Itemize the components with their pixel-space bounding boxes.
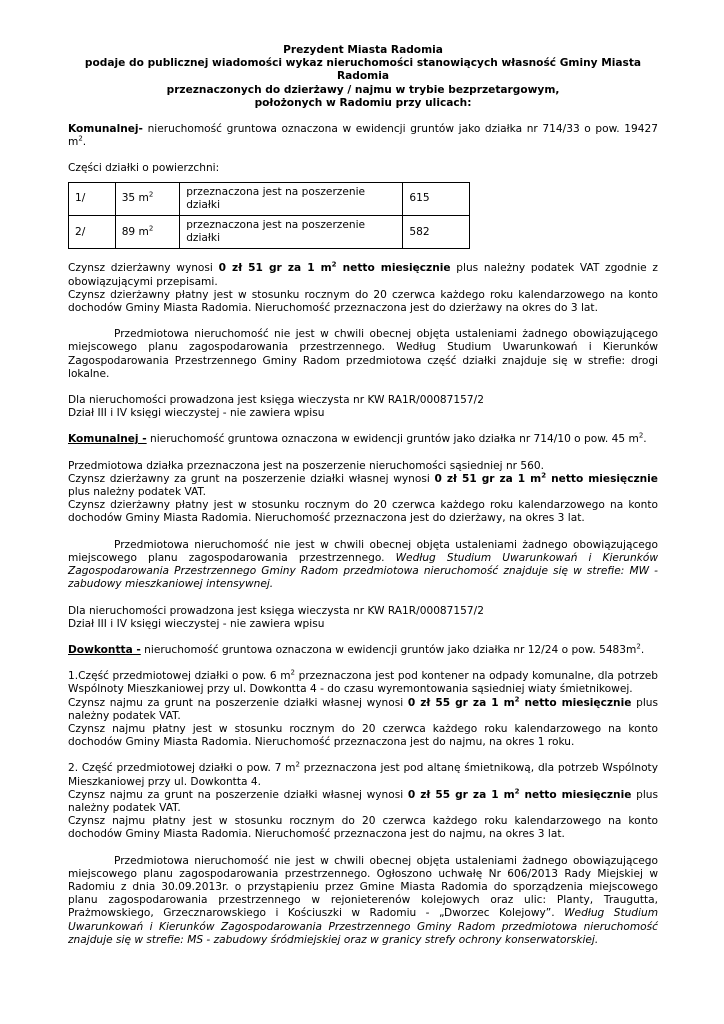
sup: 2 (295, 760, 300, 769)
text: Czynsz najmu za grunt na poszerzenie działki własnej wynosi (68, 788, 408, 801)
section-2-payment: Czynsz dzierżawny płatny jest w stosunku rocznym do 20 czerwca każdego roku kalendarzowego na konto dochodów Gminy Miasta Radomia. Nieruchomość przeznaczona jest do dzierżawy, na okres 3 lat. (68, 499, 658, 525)
section-1-plan: Przedmiotowa nieruchomość nie jest w chwili obecnej objęta ustaleniami żadnego obowiązującego miejscowego planu zagospodarowania przestrzennego. Według Studium Uwarunkowań i Kierunków Zagospodarowania Przestrzennego Gminy Radom przedmiotowa część działki znajduje się w strefie: drogi lokalne. (68, 328, 658, 380)
rent-amount: 0 zł 55 gr za 1 m (407, 788, 515, 801)
section-3-title: Dowkontta - (68, 643, 141, 656)
text: 1.Część przedmiotowej działki o pow. 6 m (68, 670, 291, 683)
text: 2. Część przedmiotowej działki o pow. 7 m (68, 762, 296, 775)
table-cell-no: 1/ (69, 182, 116, 215)
table-cell-no: 2/ (69, 216, 116, 249)
sup: 2 (636, 642, 641, 651)
section-3-plan (68, 855, 658, 947)
text: plus należny podatek VAT. (68, 696, 658, 722)
punct: . (82, 136, 87, 149)
studium-text: Według Studium Uwarunkowań i Kierunków Zagospodarowania Przestrzennego Gminy Radom przedmiotowa nieruchomość znajduje się w strefie: MS - zabudowy śródmiejskiej oraz w granicy strefy ochrony konserwatorskiej. (68, 907, 659, 946)
rent-amount: 0 zł 55 gr za 1 m (407, 696, 515, 709)
section-1-parts-label: Części działki o powierzchni: (68, 162, 220, 175)
sup: 2 (541, 471, 547, 480)
sup: 2 (290, 668, 295, 677)
table-cell-area (115, 182, 180, 215)
section-1-rent (68, 262, 658, 288)
rent-period: netto miesięcznie (519, 788, 632, 801)
table-cell-plot: 615 (403, 182, 470, 215)
section-1-kw: Dla nieruchomości prowadzona jest księga wieczysta nr KW RA1R/00087157/2 (68, 394, 484, 407)
sup: 2 (148, 190, 154, 199)
section-2-heading (68, 433, 658, 446)
section-3-rent-1 (68, 694, 658, 723)
area-value: 35 m (121, 192, 149, 205)
sup: 2 (514, 787, 520, 796)
text: plus należny podatek VAT. (68, 788, 658, 814)
section-1-payment: Czynsz dzierżawny płatny jest w stosunku rocznym do 20 czerwca każdego roku kalendarzowego na konto dochodów Gminy Miasta Radomia. Nieruchomość przeznaczona jest do dzierżawy na okres do 3 lat. (68, 288, 658, 315)
sup: 2 (514, 694, 520, 703)
document-header (68, 44, 658, 110)
section-3-rent-2 (68, 789, 658, 815)
table-row (69, 216, 470, 249)
text: Czynsz najmu za grunt na poszerzenie działki własnej wynosi (68, 696, 408, 709)
sup: 2 (148, 224, 154, 233)
header-line-4: położonych w Radomiu przy ulicach: (254, 96, 472, 109)
section-3-part-2 (68, 762, 658, 788)
section-3-payment-2: Czynsz najmu płatny jest w stosunku rocznym do 20 czerwca każdego roku kalendarzowego na konto dochodów Gminy Miasta Radomia. Nieruchomość przeznaczona jest do najmu, na okres 3 lat. (68, 815, 658, 841)
rent-amount: 0 zł 51 gr za 1 m (434, 472, 542, 485)
section-3-desc: nieruchomość gruntowa oznaczona w ewidencji gruntów jako działka nr 12/24 o pow. 5483m (140, 643, 637, 656)
text: Przedmiotowa nieruchomość nie jest w chwili obecnej objęta ustaleniami żadnego obowiązującego miejscowego planu zagospodarowania przestrzennego. Ogłoszono uchwałę Nr 606/2013 Rady Miejskiej w Radomiu z dnia 30.09.2013r. o przystąpieniu przez Gmine Miasta Radomia do sporządzenia miejscowego planu zagospodarowania przestrzennego w rejonieterenów kolejowych oraz ulic: Planty, Traugutta, Prażmowskiego, Grzecznarowskiego i Kościuszki w Radomiu - „Dworzec Kolejowy”. (68, 854, 658, 920)
section-1-kw-dzial: Dział III i IV księgi wieczystej - nie zawiera wpisu (68, 407, 325, 420)
section-3-heading (68, 644, 658, 657)
text: plus należny podatek VAT zgodnie z obowiązującymi przepisami. (68, 262, 658, 288)
table-row (69, 182, 470, 215)
text: przeznaczona jest pod kontener na odpady komunalne, dla potrzeb Wspólnoty Mieszkaniowej przy ul. Dowkontta 4 - do czasu wyremontowania sąsiedniej wiaty śmietnikowej. (68, 670, 658, 696)
section-3-payment-1: Czynsz najmu płatny jest w stosunku rocznym do 20 czerwca każdego roku kalendarzowego na konto dochodów Gminy Miasta Radomia. Nieruchomość przeznaczona jest do najmu, na okres 1 roku. (68, 722, 658, 749)
header-line-3: przeznaczonych do dzierżawy / najmu w trybie bezprzetargowym, (166, 83, 560, 96)
sup: 2 (638, 431, 644, 440)
section-2-rent (68, 473, 658, 499)
section-2-purpose: Przedmiotowa działka przeznaczona jest na poszerzenie nieruchomości sąsiedniej nr 560. (68, 459, 544, 472)
rent-period: netto miesięcznie (519, 696, 632, 709)
sup: 2 (78, 134, 83, 143)
studium-text: Według Studium Uwarunkowań i Kierunków Zagospodarowania Przestrzennego Gminy Radom przedmiotowa nieruchomość znajduje się w strefie: MW - zabudowy mieszkaniowej intensywnej. (68, 551, 659, 591)
table-cell-purpose: przeznaczona jest na poszerzenie działki (180, 182, 403, 215)
punct: . (643, 433, 647, 446)
document-page (68, 44, 658, 947)
section-2-title: Komunalnej - (68, 433, 147, 446)
text: Czynsz dzierżawny za grunt na poszerzenie działki własnej wynosi (68, 472, 435, 485)
text: Przedmiotowa nieruchomość nie jest w chwili obecnej objęta ustaleniami żadnego obowiązującego miejscowego planu zagospodarowania przestrzennego. (68, 538, 658, 564)
rent-period: netto miesięcznie (546, 472, 658, 485)
section-2-kw: Dla nieruchomości prowadzona jest księga wieczysta nr KW RA1R/00087157/2 (68, 604, 484, 617)
rent-period: netto miesięcznie (336, 262, 451, 275)
table-cell-purpose: przeznaczona jest na poszerzenie działki (180, 216, 403, 249)
text: plus należny podatek VAT. (68, 486, 207, 499)
section-2-plan (68, 539, 658, 592)
punct: . (640, 643, 645, 656)
section-1-title: Komunalnej- (68, 123, 143, 136)
rent-amount: 0 zł 51 gr za 1 m (218, 262, 332, 275)
parts-table (68, 182, 470, 250)
section-3-part-1 (68, 670, 658, 696)
text: przeznaczona jest pod altanę śmietnikową, dla potrzeb Wspólnoty Mieszkaniowej przy ul. Dowkontta 4. (68, 762, 658, 788)
sup: 2 (331, 260, 337, 269)
text: Czynsz dzierżawny wynosi (68, 262, 219, 275)
header-line-2: podaje do publicznej wiadomości wykaz nieruchomości stanowiących własność Gminy Miasta Radomia (84, 57, 642, 83)
section-1-desc: nieruchomość gruntowa oznaczona w ewidencji gruntów jako działka nr 714/33 o pow. 19427 m (68, 123, 658, 149)
area-value: 89 m (121, 225, 149, 238)
header-title: Prezydent Miasta Radomia (283, 44, 443, 56)
table-cell-area (115, 216, 180, 249)
section-2-desc: nieruchomość gruntowa oznaczona w ewidencji gruntów jako działka nr 714/10 o pow. 45 m (146, 433, 639, 446)
section-2-kw-dzial: Dział III i IV księgi wieczystej - nie zawiera wpisu (68, 617, 325, 630)
section-1-heading (68, 123, 658, 149)
table-cell-plot: 582 (403, 216, 470, 249)
